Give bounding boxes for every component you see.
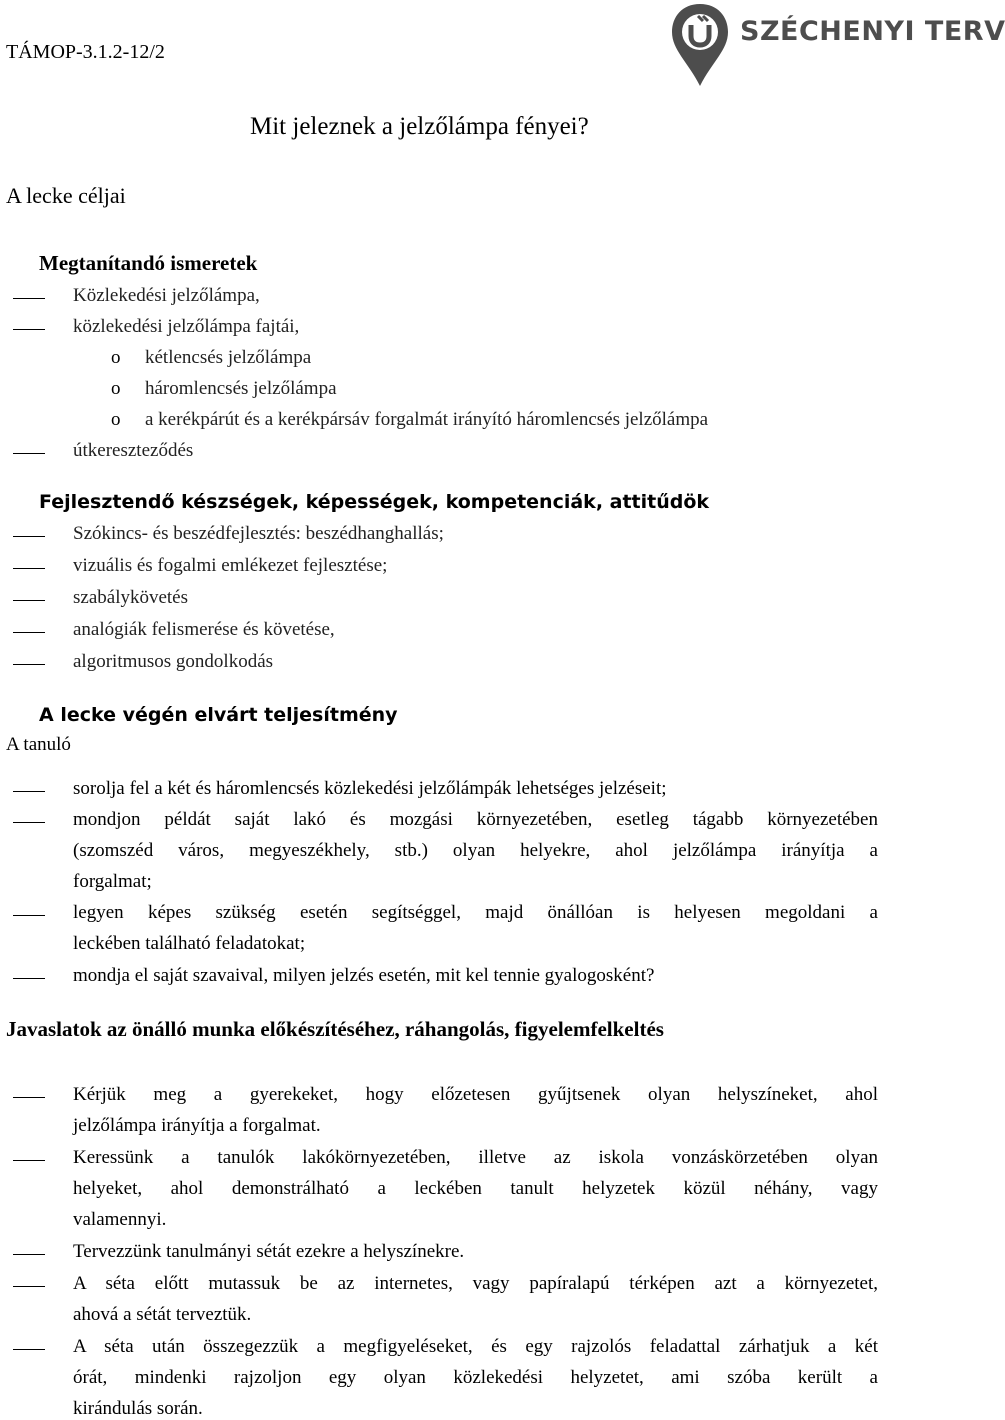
outcome-line: legyen képes szükség esetén segítséggel, majd önállóan is helyesen megoldani a xyxy=(73,902,878,923)
knowledge-subitem: háromlencsés jelzőlámpa xyxy=(145,378,337,399)
dash-bullet xyxy=(13,453,45,454)
suggestion-line: A séta előtt mutassuk be az internetes, vagy papíralapú térképen azt a környezetet, xyxy=(73,1273,878,1294)
suggestion-line: Tervezzünk tanulmányi sétát ezekre a helyszínekre. xyxy=(73,1241,465,1262)
suggestion-line: valamennyi. xyxy=(73,1209,167,1230)
knowledge-item: közlekedési jelzőlámpa fajtái, xyxy=(73,316,300,337)
outcome-pupil-label: A tanuló xyxy=(6,734,71,755)
dash-bullet xyxy=(13,600,45,601)
dash-bullet xyxy=(13,1097,45,1098)
dash-bullet xyxy=(13,632,45,633)
knowledge-subitem: a kerékpárút és a kerékpársáv forgalmát irányító háromlencsés jelzőlámpa xyxy=(145,409,709,430)
skills-item: algoritmusos gondolkodás xyxy=(73,651,274,672)
outcome-heading: A lecke végén elvárt teljesítmény xyxy=(39,704,398,726)
outcome-line: sorolja fel a két és háromlencsés közlekedési jelzőlámpák lehetséges jelzéseit; xyxy=(73,778,667,799)
dash-bullet xyxy=(13,1349,45,1350)
dash-bullet xyxy=(13,1160,45,1161)
suggestion-line: A séta után összegezzük a megfigyeléseket, és egy rajzolós feladattal zárhatjuk a két xyxy=(73,1336,878,1357)
dash-bullet xyxy=(13,536,45,537)
logo-text: SZÉCHENYI TERV xyxy=(740,16,1005,47)
skills-item: Szókincs- és beszédfejlesztés: beszédhanghallás; xyxy=(73,523,444,544)
page-title: Mit jeleznek a jelzőlámpa fényei? xyxy=(250,113,589,140)
dash-bullet xyxy=(13,329,45,330)
suggestion-line: helyeket, ahol demonstrálható a leckében tanult helyzetek közül néhány, vagy xyxy=(73,1178,878,1199)
skills-item: vizuális és fogalmi emlékezet fejlesztése; xyxy=(73,555,388,576)
suggestion-line: ahová a sétát terveztük. xyxy=(73,1304,252,1325)
skills-heading: Fejlesztendő készségek, képességek, kompetenciák, attitűdök xyxy=(39,491,710,513)
skills-item: szabálykövetés xyxy=(73,587,189,608)
dash-bullet xyxy=(13,1286,45,1287)
dash-bullet xyxy=(13,664,45,665)
dash-bullet xyxy=(13,978,45,979)
outcome-line: (szomszéd város, megyeszékhely, stb.) olyan helyekre, ahol jelzőlámpa irányítja a xyxy=(73,840,878,861)
dash-bullet xyxy=(13,915,45,916)
dash-bullet xyxy=(13,298,45,299)
outcome-line: forgalmat; xyxy=(73,871,152,892)
suggestion-line: kirándulás során. xyxy=(73,1398,203,1419)
suggestion-line: Kérjük meg a gyerekeket, hogy előzetesen gyűjtsenek olyan helyszíneket, ahol xyxy=(73,1084,878,1105)
document-code: TÁMOP-3.1.2-12/2 xyxy=(6,41,165,63)
skills-item: analógiák felismerése és követése, xyxy=(73,619,335,640)
lesson-goals-heading: A lecke céljai xyxy=(6,183,126,208)
dash-bullet xyxy=(13,568,45,569)
dash-bullet xyxy=(13,822,45,823)
outcome-line: leckében található feladatokat; xyxy=(73,933,306,954)
knowledge-heading: Megtanítandó ismeretek xyxy=(39,251,258,275)
knowledge-subitem: kétlencsés jelzőlámpa xyxy=(145,347,312,368)
circle-bullet: o xyxy=(111,378,121,399)
szechenyi-logo-icon xyxy=(668,0,732,90)
suggestion-line: jelzőlámpa irányítja a forgalmat. xyxy=(73,1115,321,1136)
outcome-line: mondjon példát saját lakó és mozgási környezetében, esetleg tágabb környezetében xyxy=(73,809,878,830)
suggestions-heading: Javaslatok az önálló munka előkészítéséhez, ráhangolás, figyelemfelkeltés xyxy=(6,1017,664,1041)
knowledge-item: útkereszteződés xyxy=(73,440,194,461)
knowledge-item: Közlekedési jelzőlámpa, xyxy=(73,285,260,306)
circle-bullet: o xyxy=(111,409,121,430)
circle-bullet: o xyxy=(111,347,121,368)
dash-bullet xyxy=(13,791,45,792)
szechenyi-terv-logo xyxy=(668,0,1005,90)
suggestion-line: órát, mindenki rajzoljon egy olyan közlekedési helyzetet, ami szóba került a xyxy=(73,1367,878,1388)
outcome-line: mondja el saját szavaival, milyen jelzés esetén, mit kel tennie gyalogosként? xyxy=(73,965,655,986)
suggestion-line: Keressünk a tanulók lakókörnyezetében, illetve az iskola vonzáskörzetében olyan xyxy=(73,1147,878,1168)
dash-bullet xyxy=(13,1254,45,1255)
